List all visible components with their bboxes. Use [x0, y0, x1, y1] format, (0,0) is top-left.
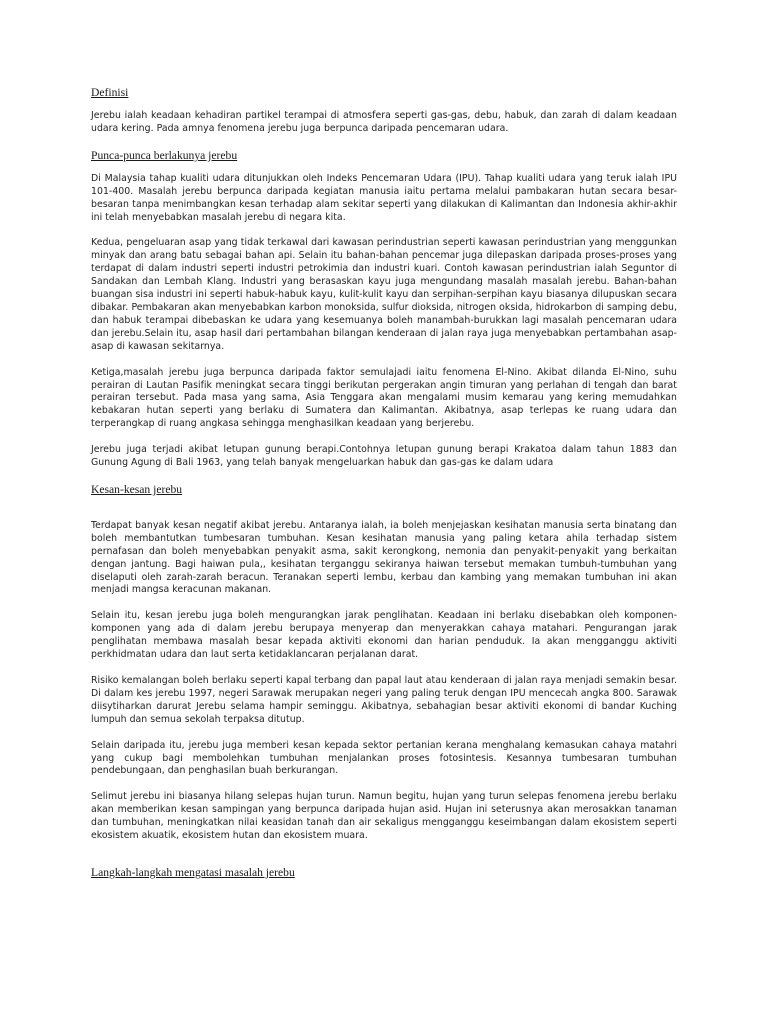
- section-kesan: [91, 483, 677, 843]
- paragraph: Jerebu ialah keadaan kehadiran partikel terampai di atmosfera seperti gas-gas, debu, habuk, dan zarah di dalam keadaan udara kering. Pada amnya fenomena jerebu juga berpunca daripada pencemaran udara.: [91, 110, 677, 134]
- document-content: [91, 86, 677, 880]
- paragraph: Jerebu juga terjadi akibat letupan gunung berapi.Contohnya letupan gunung berapi Krakatoa dalam tahun 1883 dan Gunung Agung di Bali 1963, yang telah banyak mengeluarkan habuk dan gas-gas ke dalam udara: [91, 444, 677, 469]
- paragraph: Terdapat banyak kesan negatif akibat jerebu. Antaranya ialah, ia boleh menjejaskan kesihatan manusia serta binatang dan boleh membantutkan tumbesaran tumbuhan. Kesan kesihatan manusia yang paling ketara ahila terhadap sistem pernafasan dan boleh menyebabkan penyakit asma, sakit kerongkong, nemonia dan penyakit-penyakit yang berkaitan dengan jantung. Bagi haiwan pula,, kesihatan terganggu sekiranya haiwan tersebut memakan tumbuh-tumbuhan yang diselaputi oleh zarah-zarah beracun. Teranakan seperti lembu, kerbau dan kambing yang memakan tumbuhan ini akan menjadi mangsa keracunan makanan.: [91, 519, 677, 596]
- paragraph: Risiko kemalangan boleh berlaku seperti kapal terbang dan papal laut atau kenderaan di jalan raya menjadi semakin besar. Di dalam kes jerebu 1997, negeri Sarawak merupakan negeri yang paling teruk dengan IPU mencecah angka 800. Sarawak diisytiharkan darurat Jerebu selama hampir seminggu. Akibatnya, sebahagian besar aktiviti ekonomi di bandar Kuching lumpuh dan semua sekolah terpaksa ditutup.: [91, 675, 677, 725]
- section-heading: Punca-punca berlakunya jerebu: [91, 148, 238, 162]
- paragraph: Kedua, pengeluaran asap yang tidak terkawal dari kawasan perindustrian seperti kawasan perindustrian yang menggunkan minyak dan arang batu sebagai bahan api. Selain itu bahan-bahan pencemar juga dilepaskan daripada proses-proses yang terdapat di dalam industri seperti industri petrokimia dan industri kuari. Contoh kawasan perindustrian ialah Seguntor di Sandakan dan Lembah Klang. Industri yang berasaskan kayu juga mengundang masalah masalah jerebu. Bahan-bahan buangan sisa industri ini seperti habuk-habuk kayu, kulit-kulit kayu dan serpihan-serpihan kayu biasanya dilupuskan secara dibakar. Pembakaran akan menyebabkan karbon monoksida, sulfur dioksida, nitrogen oksida, hidrokarbon di samping debu, dan habuk terampai dibebaskan ke udara yang kesemuanya boleh manambah-burukkan lagi masalah pencemaran udara dan jerebu.Selain itu, asap hasil dari pertambahan bilangan kenderaan di jalan raya juga menyebabkan pertambahan asap-asap di kawasan sekitarnya.: [91, 237, 677, 352]
- paragraph: Selain daripada itu, jerebu juga memberi kesan kepada sektor pertanian kerana menghalang kemasukan cahaya matahri yang cukup bagi membolehkan tumbuhan menjalankan proses fotosintesis. Kesannya tumbesaran tumbuhan pendebungaan, dan penghasilan buah berkurangan.: [91, 739, 677, 777]
- section-definisi: [91, 86, 677, 136]
- paragraph: Selain itu, kesan jerebu juga boleh mengurangkan jarak penglihatan. Keadaan ini berlaku disebabkan oleh komponen-komponen yang ada di dalam jerebu berupaya menyerap dan menyerakkan cahaya matahari. Pengurangan jarak penglihatan membawa masalah besar kepada aktiviti ekonomi dan harian penduduk. Ia akan mengganggu aktiviti perkhidmatan udara dan laut serta ketidaklancaran perjalanan darat.: [91, 610, 677, 661]
- section-heading: Definisi: [91, 86, 129, 99]
- section-heading: Langkah-langkah mengatasi masalah jerebu: [91, 865, 295, 879]
- paragraph: Di Malaysia tahap kualiti udara ditunjukkan oleh Indeks Pencemaran Udara (IPU). Tahap kualiti udara yang teruk ialah IPU 101-400. Masalah jerebu berpunca daripada kegiatan manusia iaitu pertama melalui pambakaran hutan secara besar-besaran tanpa menimbangkan kesan terhadap alam sekitar seperti yang dilakukan di Kalimantan dan Indonesia akhir-akhir ini telah menyebabkan masalah jerebu di negara kita.: [91, 172, 677, 223]
- section-punca: [91, 149, 677, 470]
- paragraph: Selimut jerebu ini biasanya hilang selepas hujan turun. Namun begitu, hujan yang turun selepas fenomena jerebu berlaku akan memberikan kesan sampingan yang berpunca daripada hujan asid. Hujan ini seterusnya akan merosakkan tanaman dan tumbuhan, meningkatkan nilai keasidan tanah dan air sekaligus mengganggu keseimbangan dalam ekosistem seperti ekosistem akuatik, ekosistem hutan dan ekosistem muara.: [91, 791, 677, 842]
- section-heading: Kesan-kesan jerebu: [91, 482, 183, 496]
- paragraph: Ketiga,masalah jerebu juga berpunca daripada faktor semulajadi iaitu fenomena El-Nino. Akibat dilanda El-Nino, suhu perairan di Lautan Pasifik meningkat secara tinggi berikutan pergerakan angin timuran yang perlahan di tengah dan barat perairan tersebut. Pada masa yang sama, Asia Tenggara akan mengalami musim kemarau yang kering memudahkan kebakaran hutan seperti yang berlaku di Sumatera dan Kalimantan. Akibatnya, asap terlepas ke ruang udara dan terperangkap di ruang angkasa sehingga menghasilkan keadaan yang berjerebu.: [91, 366, 677, 430]
- section-langkah: [91, 866, 677, 880]
